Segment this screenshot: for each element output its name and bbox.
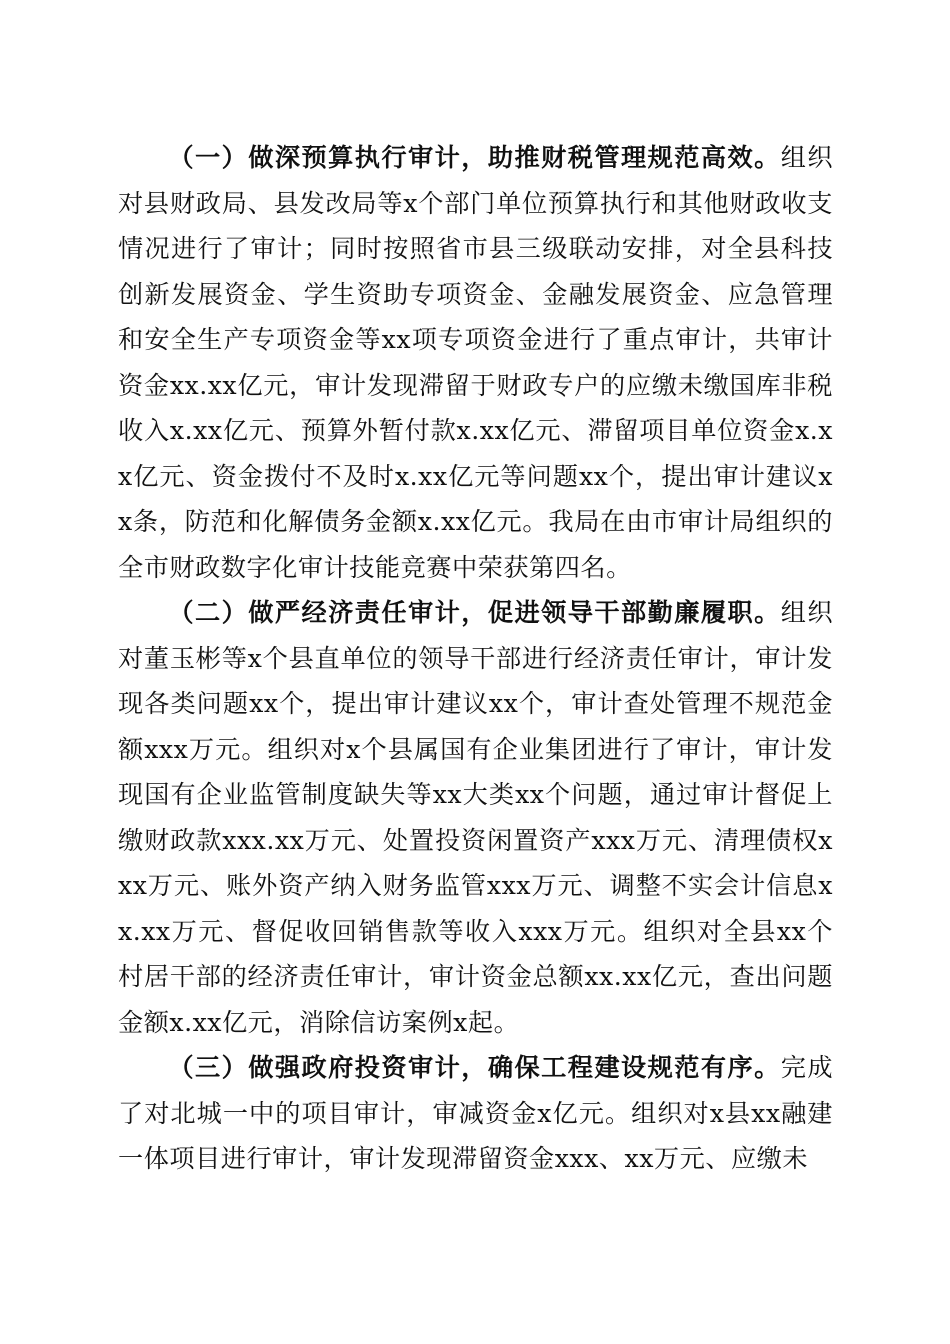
paragraph-text: 组织对董玉彬等x个县直单位的领导干部进行经济责任审计，审计发现各类问题xx个，提出审计建议xx个，审计查处管理不规范金额xxx万元。组织对x个县属国有企业集团进行了审计，审计发现国有企业监管制度缺失等xx大类xx个问题，通过审计督促上缴财政款xxx.xx万元、处置投资闲置资产xxx万元、清理债权xxx万元、账外资产纳入财务监管xxx万元、调整不实会计信息xx.xx万元、督促收回销售款等收入xxx万元。组织对全县xx个村居干部的经济责任审计，审计资金总额xx.xx亿元，查出问题金额x.xx亿元，消除信访案例x起。 (118, 598, 834, 1037)
paragraph-text: 完成了对北城一中的项目审计，审减资金x亿元。组织对x县xx融建一体项目进行审计，审计发现滞留资金xxx、xx万元、应缴未 (118, 1053, 834, 1173)
document-body (118, 135, 833, 1182)
paragraph-economic-responsibility-audit (118, 590, 833, 1045)
paragraph-heading: （三）做强政府投资审计，确保工程建设规范有序。 (168, 1052, 781, 1082)
paragraph-heading: （二）做严经济责任审计，促进领导干部勤廉履职。 (168, 597, 781, 627)
paragraph-text: 组织对县财政局、县发改局等x个部门单位预算执行和其他财政收支情况进行了审计；同时按照省市县三级联动安排，对全县科技创新发展资金、学生资助专项资金、金融发展资金、应急管理和安全生产专项资金等xx项专项资金进行了重点审计，共审计资金xx.xx亿元，审计发现滞留于财政专户的应缴未缴国库非税收入x.xx亿元、预算外暂付款x.xx亿元、滞留项目单位资金x.xx亿元、资金拨付不及时x.xx亿元等问题xx个，提出审计建议xx条，防范和化解债务金额x.xx亿元。我局在由市审计局组织的全市财政数字化审计技能竞赛中荣获第四名。 (118, 143, 834, 582)
paragraph-budget-audit (118, 135, 833, 590)
paragraph-heading: （一）做深预算执行审计，助推财税管理规范高效。 (168, 142, 781, 172)
paragraph-investment-audit (118, 1045, 833, 1182)
